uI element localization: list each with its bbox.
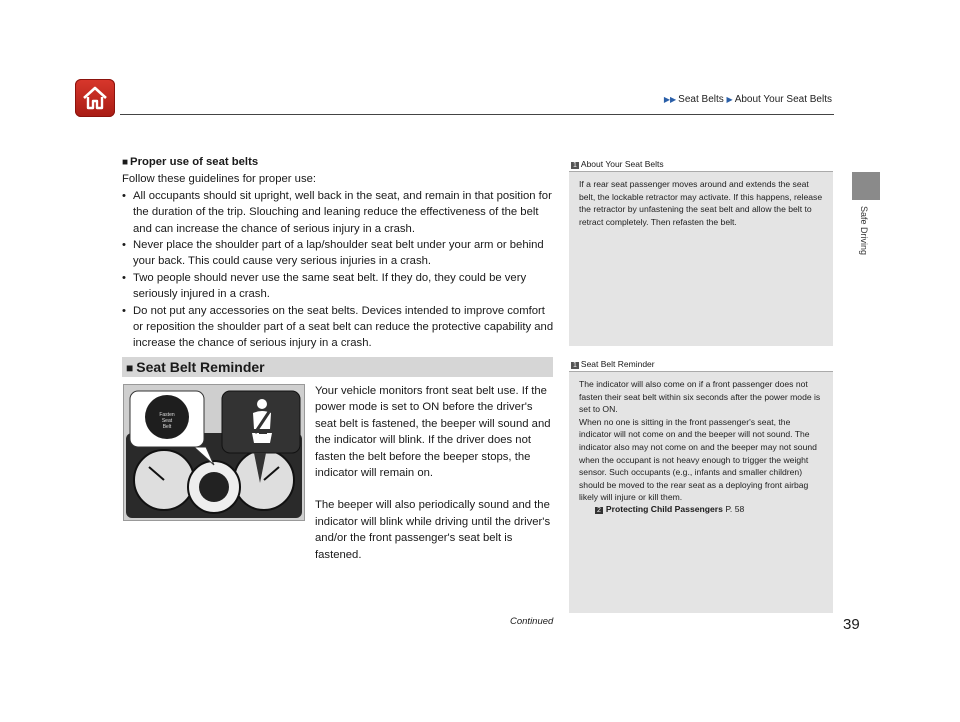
intro-text: Follow these guidelines for proper use: bbox=[122, 173, 317, 186]
cross-reference-link[interactable] bbox=[569, 504, 833, 514]
guideline-item: • Two people should never use the same seat belt. If they do, they could be very seriously injured in a crash. bbox=[122, 270, 554, 303]
header-rule bbox=[120, 114, 834, 115]
instrument-panel-figure bbox=[123, 384, 305, 521]
section-heading-bar bbox=[122, 357, 553, 377]
square-bullet-icon: ■ bbox=[126, 361, 134, 375]
proper-use-heading bbox=[122, 154, 554, 171]
section-label: Safe Driving bbox=[859, 206, 869, 256]
reference-title[interactable]: Protecting Child Passengers bbox=[605, 503, 723, 514]
section-title: Seat Belt Reminder bbox=[136, 359, 265, 375]
guideline-item: • All occupants should sit upright, well back in the seat, and remain in that position for the duration of the trip. Slouching and leaning reduce the effectiveness of the belt and can increase the chance of serious injury in a crash. bbox=[122, 188, 554, 237]
breadcrumb-arrow-icon: ▶ bbox=[726, 95, 733, 104]
proper-use-title: Proper use of seat belts bbox=[130, 156, 259, 168]
reminder-paragraph: Your vehicle monitors front seat belt use. If the power mode is set to ON before the driver's seat belt is fastened, the beeper will sound and the indicator will blink. If the driver does not fasten the belt before the beeper stops, the indicator will remain on. bbox=[315, 385, 551, 480]
reference-page: P. 58 bbox=[725, 503, 745, 514]
note-body bbox=[569, 372, 833, 504]
side-note-seat-belt-reminder bbox=[569, 357, 833, 613]
continued-label: Continued bbox=[510, 616, 554, 627]
note-paragraph: When no one is sitting in the front passenger's seat, the indicator will not come on and the beeper will not sound. The indicator also may not come on and the beeper may not sound when the occupant is not heavy enough to trigger the weight sensor. Such occupants (e.g., infants and smaller children) should be moved to the rear seat as a deploying front airbag likely will injure or kill them. bbox=[579, 416, 817, 503]
note-title bbox=[569, 357, 833, 372]
seatbelt-icon bbox=[242, 397, 282, 445]
reminder-paragraph: The beeper will also periodically sound and the indicator will blink while driving until the driver's and/or the front passenger's seat belt is fastened. bbox=[315, 499, 551, 561]
reference-arrow-icon: 2 bbox=[597, 506, 601, 514]
note-title-text: About Your Seat Belts bbox=[580, 159, 664, 169]
fasten-seat-belt-label: Fasten Seat Belt bbox=[159, 412, 175, 430]
home-icon bbox=[81, 84, 109, 112]
note-marker-icon: 1 bbox=[573, 162, 577, 169]
note-paragraph: If a rear seat passenger moves around and extends the seat belt, the lockable retractor may activate. If this happens, release the retractor by unfastening the seat belt and allow the belt to retract completely. Then refasten the belt. bbox=[579, 179, 823, 227]
proper-use-section bbox=[122, 154, 554, 352]
section-heading bbox=[122, 357, 553, 378]
guideline-item: • Never place the shoulder part of a lap/shoulder seat belt under your arm or behind your back. This could cause very serious injuries in a crash. bbox=[122, 237, 554, 270]
note-body bbox=[569, 172, 833, 228]
section-tab[interactable] bbox=[852, 172, 880, 200]
guideline-list bbox=[122, 188, 554, 352]
side-note-about-seat-belts bbox=[569, 157, 833, 346]
square-bullet-icon: ■ bbox=[122, 157, 129, 168]
reminder-text bbox=[315, 383, 555, 579]
breadcrumb-item[interactable]: About Your Seat Belts bbox=[734, 94, 832, 105]
page-number: 39 bbox=[843, 616, 860, 633]
home-button[interactable] bbox=[75, 79, 115, 117]
note-title bbox=[569, 157, 833, 172]
guideline-item: • Do not put any accessories on the seat belts. Devices intended to improve comfort or reposition the shoulder part of a seat belt can reduce the protective capability and increase the chance of serious injury in a crash. bbox=[122, 303, 554, 352]
breadcrumb-arrow-icon: ▶▶ bbox=[663, 95, 677, 104]
note-marker-icon: 1 bbox=[573, 362, 577, 369]
breadcrumb bbox=[664, 94, 832, 105]
breadcrumb-item[interactable]: Seat Belts bbox=[678, 94, 724, 105]
note-title-text: Seat Belt Reminder bbox=[580, 359, 655, 369]
note-paragraph: The indicator will also come on if a front passenger does not fasten their seat belt within six seconds after the power mode is set to ON. bbox=[579, 379, 821, 415]
